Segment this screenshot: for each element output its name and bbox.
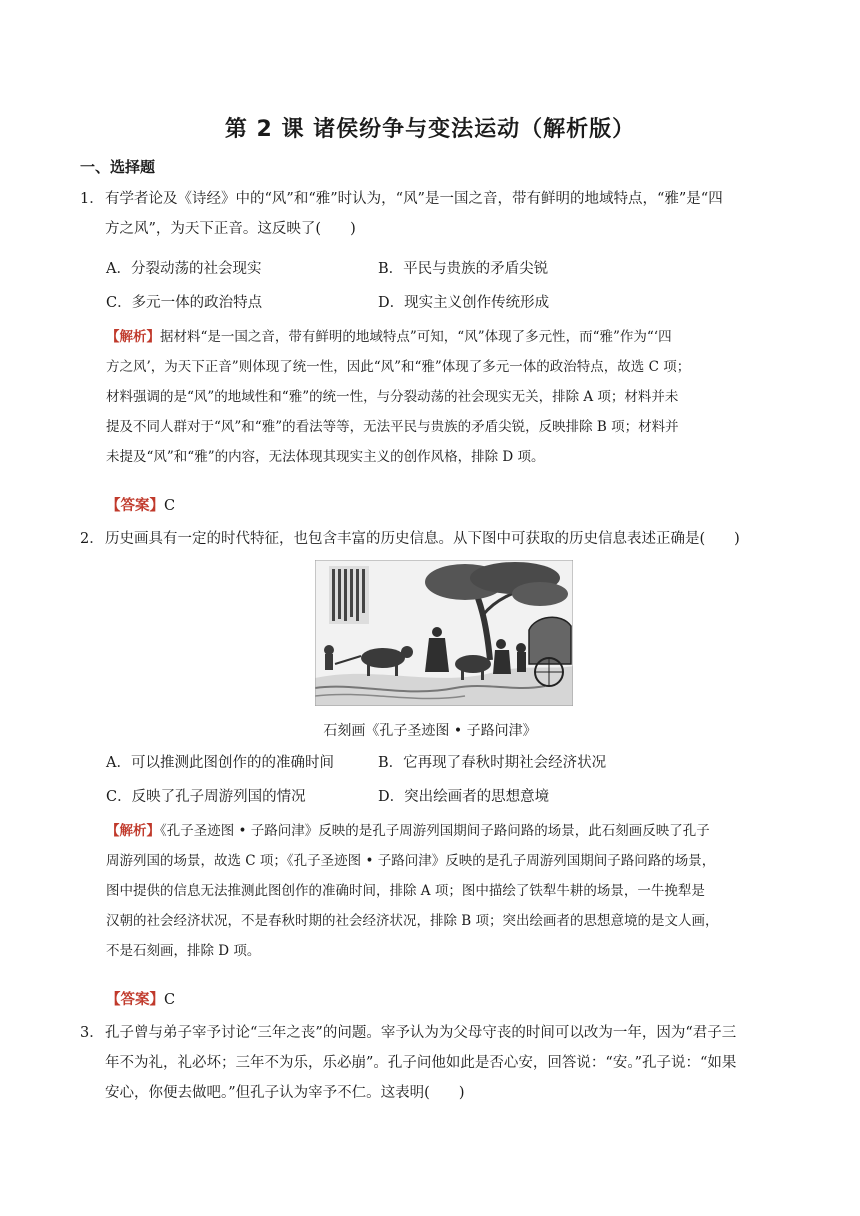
question-text-line: 安心，你便去做吧。”但孔子认为宰予不仁。这表明( ) xyxy=(105,1085,465,1101)
analysis-line: 周游列国的场景，故选 C 项；《孔子圣迹图 • 子路问津》反映的是孔子周游列国期间子路问路的场景， xyxy=(106,853,716,869)
option-b: B．平民与贵族的矛盾尖锐 xyxy=(378,261,549,277)
inscription-icon xyxy=(329,566,369,624)
option-a: A．可以推测此图创作的的准确时间 xyxy=(106,755,334,771)
figure-caption: 石刻画《孔子圣迹图 • 子路问津》 xyxy=(323,723,537,739)
stone-carving-figure xyxy=(315,560,573,706)
option-c: C．反映了孔子周游列国的情况 xyxy=(106,789,306,805)
question-2 xyxy=(80,524,780,554)
analysis-line: 《孔子圣迹图 • 子路问津》反映的是孔子周游列国期间子路问路的场景，此石刻画反映了孔子 xyxy=(160,823,710,839)
question-number: 3． xyxy=(80,1025,104,1041)
analysis-label: 【解析】 xyxy=(106,823,160,839)
option-c: C．多元一体的政治特点 xyxy=(106,295,263,311)
page-title: 第 2 课 诸侯纷争与变法运动（解析版） xyxy=(224,117,636,142)
question-number: 1． xyxy=(80,191,104,207)
question-1-analysis xyxy=(106,322,788,472)
analysis-line: 图中提供的信息无法推测此图创作的准确时间，排除 A 项；图中描绘了铁犁牛耕的场景，一牛挽犁是 xyxy=(106,883,705,899)
question-text-line: 历史画具有一定的时代特征，也包含丰富的历史信息。从下图中可获取的历史信息表述正确是( ) xyxy=(105,531,740,547)
question-2-analysis xyxy=(106,816,788,966)
question-text-line: 方之风”，为天下正音。这反映了( ) xyxy=(105,221,356,237)
answer-label: 【答案】 xyxy=(106,498,164,514)
option-b: B．它再现了春秋时期社会经济状况 xyxy=(378,755,607,771)
question-1-answer xyxy=(106,494,175,515)
question-text-line: 孔子曾与弟子宰予讨论“三年之丧”的问题。宰予认为为父母守丧的时间可以改为一年，因为“君子三 xyxy=(105,1025,737,1041)
analysis-line: 方之风’，为天下正音”则体现了统一性，因此“风”和“雅”体现了多元一体的政治特点，故选 C 项； xyxy=(106,359,691,375)
analysis-label: 【解析】 xyxy=(106,329,160,345)
analysis-line: 不是石刻画，排除 D 项。 xyxy=(106,943,261,959)
option-d: D．突出绘画者的思想意境 xyxy=(378,789,550,805)
analysis-line: 提及不同人群对于“风”和“雅”的看法等等，无法平民与贵族的矛盾尖锐，反映排除 B 项；材料并 xyxy=(106,419,679,435)
question-1-options xyxy=(106,252,786,320)
option-d: D．现实主义创作传统形成 xyxy=(378,295,550,311)
question-2-answer xyxy=(106,988,175,1009)
question-text-line: 年不为礼，礼必坏；三年不为乐，乐必崩”。孔子问他如此是否心安，回答说：“安。”孔子说：“如果 xyxy=(105,1055,737,1071)
analysis-line: 材料强调的是“风”的地域性和“雅”的统一性，与分裂动荡的社会现实无关，排除 A 项；材料并未 xyxy=(106,389,679,405)
option-a: A．分裂动荡的社会现实 xyxy=(106,261,262,277)
question-2-options xyxy=(106,746,786,814)
answer-value: C xyxy=(164,498,176,514)
analysis-line: 汉朝的社会经济状况，不是春秋时期的社会经济状况，排除 B 项；突出绘画者的思想意境的是文人画， xyxy=(106,913,719,929)
question-number: 2． xyxy=(80,531,104,547)
analysis-line: 未提及“风”和“雅”的内容，无法体现其现实主义的创作风格，排除 D 项。 xyxy=(106,449,545,465)
section-heading: 一、选择题 xyxy=(80,158,156,176)
answer-value: C xyxy=(164,992,176,1008)
analysis-line: 据材料“是一国之音，带有鲜明的地域特点”可知，“风”体现了多元性，而“雅”作为“‘四 xyxy=(160,329,672,345)
question-3 xyxy=(80,1018,780,1108)
answer-label: 【答案】 xyxy=(106,992,164,1008)
question-1 xyxy=(80,184,780,244)
question-text-line: 有学者论及《诗经》中的“风”和“雅”时认为，“风”是一国之音，带有鲜明的地域特点，“雅”是“四 xyxy=(105,191,723,207)
